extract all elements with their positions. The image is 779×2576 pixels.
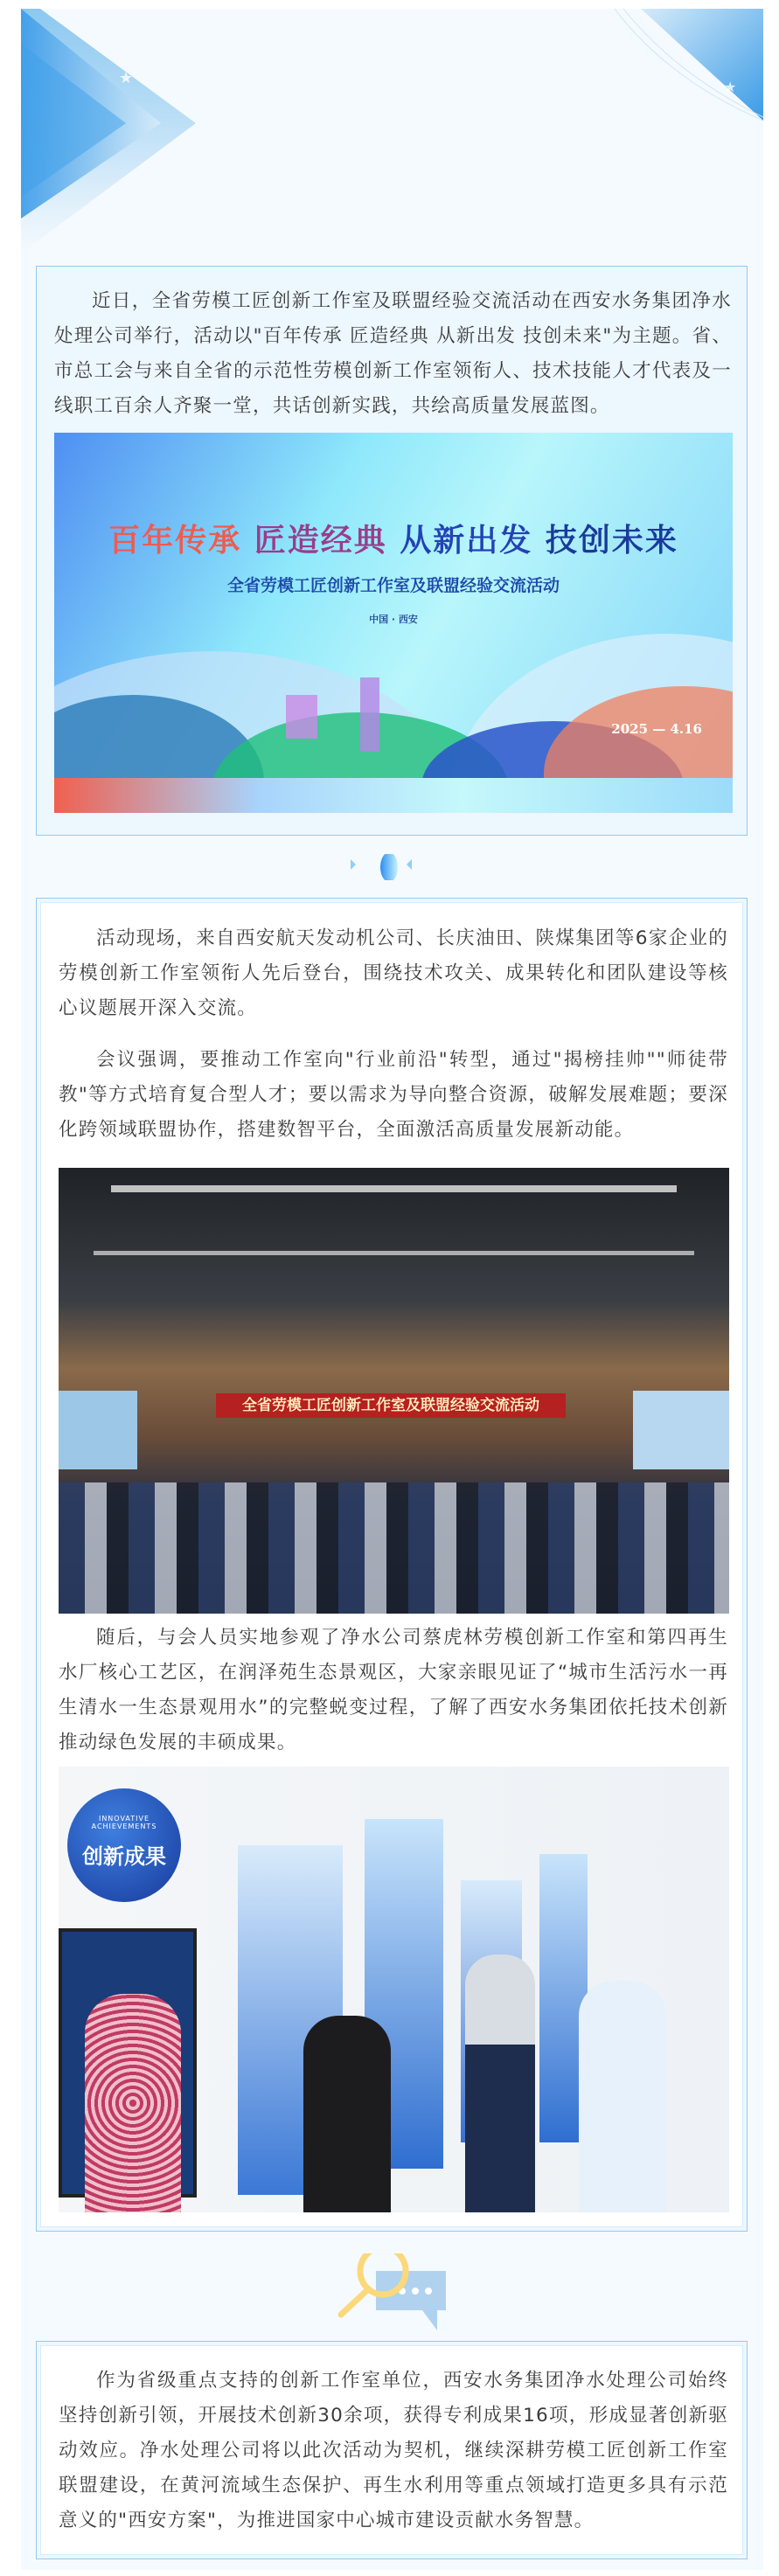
section-divider-icon <box>350 854 428 880</box>
visitor <box>85 1994 181 2212</box>
right-screen <box>633 1391 729 1469</box>
corner-decoration-right <box>615 9 763 122</box>
innovation-sign: INNOVATIVE ACHIEVEMENTS 创新成果 <box>67 1788 181 1902</box>
tower-illustration <box>360 677 379 752</box>
search-chat-icon <box>337 2253 450 2332</box>
banner-slogan: 百年传承 匠造经典 从新出发 技创未来 <box>108 522 678 559</box>
event-banner-image <box>54 433 733 813</box>
banner-date: 2025 — 4.16 <box>611 721 702 737</box>
pagoda-illustration <box>286 695 317 739</box>
activity-paragraph-3: 随后，与会人员实地参观了净水公司蔡虎林劳模创新工作室和第四再生水厂核心工艺区，在润泽苑生态景观区，大家亲眼见证了“城市生活污水一再生清水一生态景观用水”的完整蜕变过程，了解了西安水务集团依托技术创新推动绿色发展的丰硕成果。 <box>59 1627 728 1753</box>
svg-text:★: ★ <box>119 69 134 87</box>
banner-location: 中国 · 西安 <box>369 614 418 625</box>
visitor <box>579 1981 666 2212</box>
visitor <box>303 2016 391 2212</box>
guide <box>465 1955 535 2212</box>
intro-paragraph: 近日，全省劳模工匠创新工作室及联盟经验交流活动在西安水务集团净水处理公司举行，活动以"百年传承 匠造经典 从新出发 技创未来"为主题。省、市总工会与来自全省的示范性劳模创新工作室领衔人、技术技能人才代表及一线职工百余人齐聚一堂，共话创新实践，共绘高质量发展蓝图。 <box>54 290 732 417</box>
exhibition-photo <box>59 1767 729 2212</box>
corner-decoration-left <box>21 9 196 253</box>
audience <box>59 1482 729 1614</box>
stage-screen-text: 全省劳模工匠创新工作室及联盟经验交流活动 <box>216 1393 566 1418</box>
conclusion-paragraph: 作为省级重点支持的创新工作室单位，西安水务集团净水处理公司始终坚持创新引领，开展技术创新30余项，获得专利成果16项，形成显著创新驱动效应。净水处理公司将以此次活动为契机，继续深耕劳模工匠创新工作室联盟建设，在黄河流域生态保护、再生水利用等重点领域打造更多具有示范意义的"西安方案"，为推进国家中心城市建设贡献水务智慧。 <box>59 2370 728 2531</box>
activity-section <box>36 898 748 2232</box>
banner-subtitle: 全省劳模工匠创新工作室及联盟经验交流活动 <box>226 576 560 595</box>
activity-paragraph-1: 活动现场，来自西安航天发动机公司、长庆油田、陕煤集团等6家企业的劳模创新工作室领衔人先后登台，围绕技术攻关、成果转化和团队建设等核心议题展开深入交流。 <box>59 927 728 1019</box>
activity-paragraph-2: 会议强调，要推动工作室向"行业前沿"转型，通过"揭榜挂帅""师徒带教"等方式培育复合型人才；要以需求为导向整合资源，破解发展难题；要深化跨领域联盟协作，搭建数智平台，全面激活高质量发展新动能。 <box>59 1049 728 1141</box>
svg-text:★: ★ <box>724 79 737 95</box>
left-screen <box>59 1391 137 1469</box>
intro-section <box>36 266 748 836</box>
meeting-photo <box>59 1168 729 1614</box>
conclusion-section <box>36 2341 748 2559</box>
